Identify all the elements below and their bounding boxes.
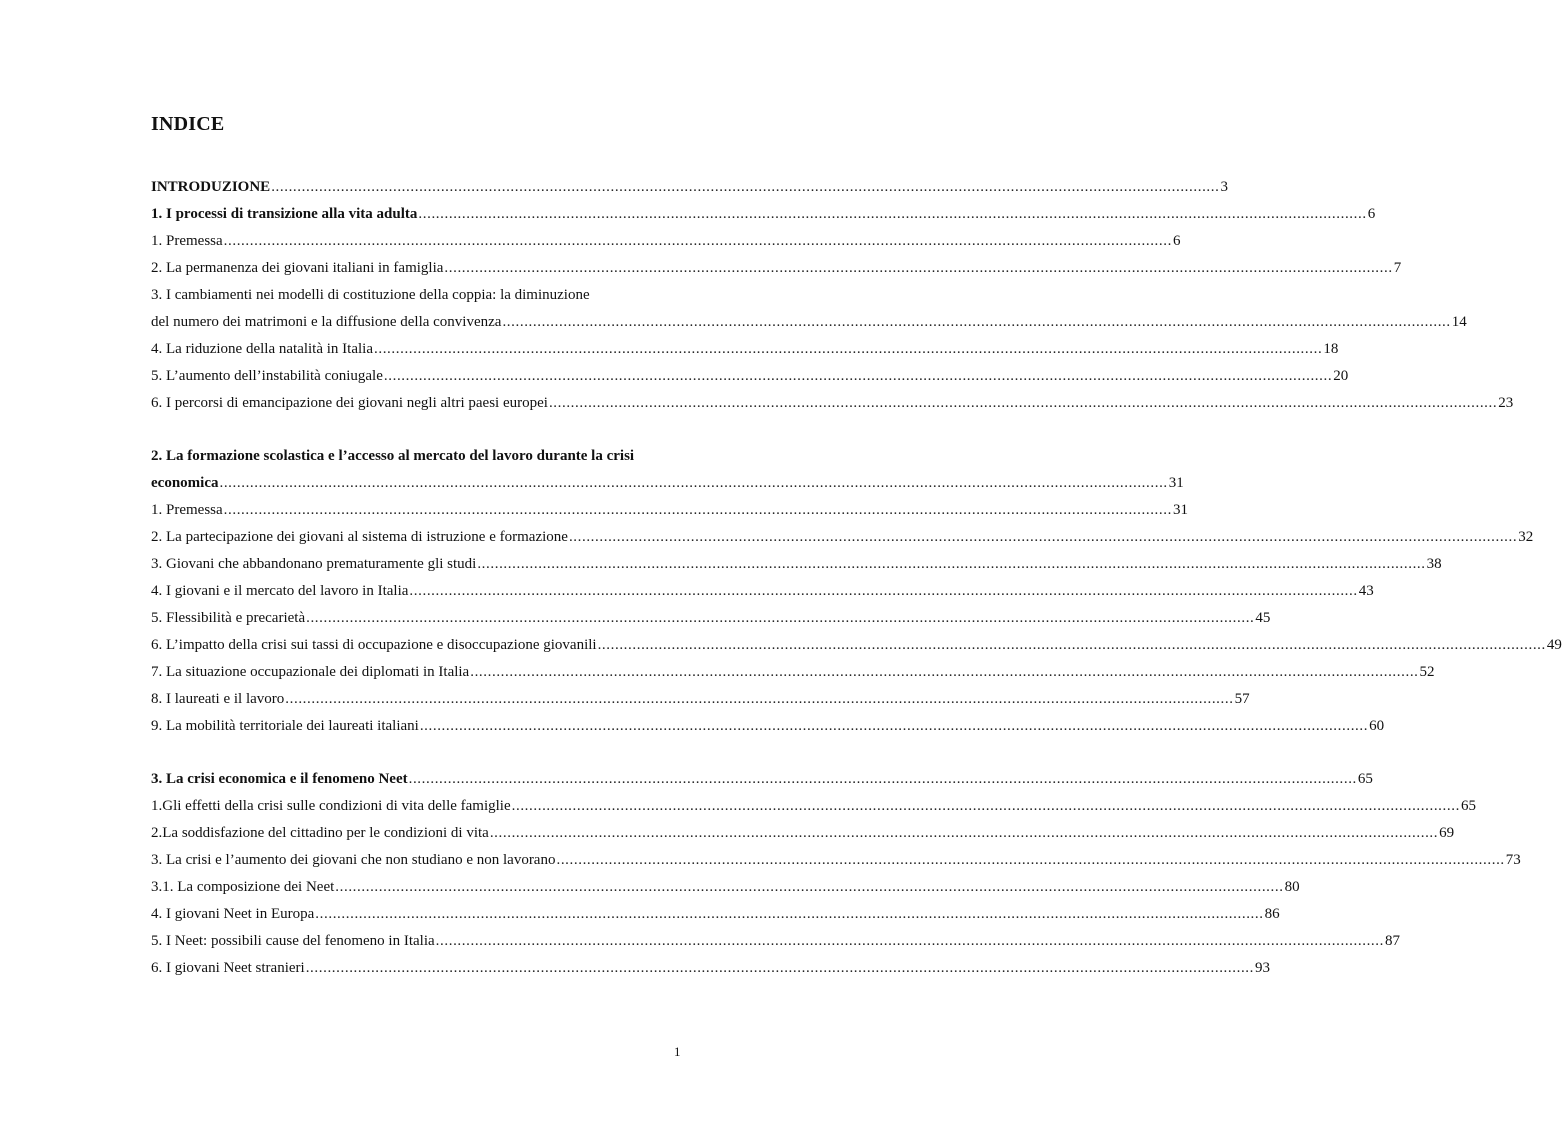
toc-entry [151, 632, 1562, 659]
dot-leader [306, 955, 1254, 982]
table-of-contents [151, 174, 1562, 982]
toc-entry-label: 1. I processi di transizione alla vita adulta [151, 206, 418, 222]
toc-entry-page: 87 [1384, 933, 1400, 949]
toc-entry [151, 255, 1402, 282]
toc-entry-page: 31 [1172, 502, 1188, 518]
toc-entry-label: 1. Premessa [151, 233, 223, 249]
toc-entry-page: 65 [1357, 771, 1373, 787]
toc-entry [151, 201, 1376, 228]
toc-entry-label: 6. L’impatto della crisi sui tassi di occupazione e disoccupazione giovanili [151, 637, 597, 653]
toc-entry [151, 443, 685, 470]
toc-entry-label: 1. Premessa [151, 502, 223, 518]
page-title: INDICE [151, 113, 225, 135]
toc-entry-label: 5. Flessibilità e precarietà [151, 610, 306, 626]
dot-leader [556, 847, 1504, 874]
toc-entry-label: economica [151, 475, 219, 491]
toc-entry-label: 4. I giovani e il mercato del lavoro in Italia [151, 583, 409, 599]
toc-entry-page: 23 [1498, 395, 1514, 411]
toc-entry-label: 6. I giovani Neet stranieri [151, 960, 305, 976]
toc-entry-page: 52 [1419, 664, 1435, 680]
toc-entry-page: 86 [1264, 906, 1280, 922]
toc-entry [151, 228, 1181, 255]
toc-entry-label: 3. La crisi e l’aumento dei giovani che non studiano e non lavorano [151, 852, 556, 868]
dot-leader [436, 928, 1384, 955]
toc-entry [151, 390, 1514, 417]
toc-entry-label: 8. I laureati e il lavoro [151, 691, 285, 707]
toc-entry [151, 363, 1349, 390]
dot-leader [477, 551, 1425, 578]
dot-leader [409, 766, 1357, 793]
dot-leader [420, 713, 1368, 740]
toc-entry [151, 497, 1188, 524]
toc-entry [151, 470, 1184, 497]
toc-entry-page: 65 [1460, 798, 1476, 814]
toc-entry-page: 73 [1505, 852, 1521, 868]
dot-leader [224, 497, 1172, 524]
toc-entry [151, 686, 1250, 713]
toc-entry [151, 766, 1373, 793]
toc-entry-page: 93 [1255, 960, 1271, 976]
toc-entry-page: 69 [1439, 825, 1455, 841]
dot-leader [512, 793, 1460, 820]
toc-entry [151, 578, 1374, 605]
toc-entry [151, 605, 1271, 632]
section-spacer [151, 417, 685, 443]
toc-entry [151, 820, 1455, 847]
toc-entry [151, 659, 1435, 686]
dot-leader [549, 390, 1497, 417]
toc-entry-label: 4. I giovani Neet in Europa [151, 906, 315, 922]
toc-entry-page: 6 [1367, 206, 1376, 222]
toc-entry [151, 524, 1534, 551]
toc-entry-label: 3. I cambiamenti nei modelli di costituzione della coppia: la diminuzione [151, 287, 590, 303]
toc-entry [151, 309, 1467, 336]
dot-leader [490, 820, 1438, 847]
toc-entry-page: 43 [1358, 583, 1374, 599]
toc-entry-page: 45 [1255, 610, 1271, 626]
dot-leader [444, 255, 1392, 282]
toc-entry-page: 3 [1220, 179, 1228, 195]
toc-entry [151, 336, 1339, 363]
toc-entry-page: 32 [1518, 529, 1534, 545]
toc-entry [151, 174, 1228, 201]
dot-leader [598, 632, 1546, 659]
toc-entry-label: 4. La riduzione della natalità in Italia [151, 341, 373, 357]
toc-entry-page: 60 [1369, 718, 1385, 734]
dot-leader [470, 659, 1418, 686]
dot-leader [502, 309, 1450, 336]
dot-leader [418, 201, 1366, 228]
page-number: 1 [674, 1044, 681, 1059]
toc-entry [151, 901, 1280, 928]
toc-entry-page: 57 [1234, 691, 1250, 707]
toc-entry-label: 2. La formazione scolastica e l’accesso al mercato del lavoro durante la crisi [151, 448, 635, 464]
toc-entry [151, 928, 1400, 955]
toc-entry-page: 14 [1451, 314, 1467, 330]
toc-entry-label: 9. La mobilità territoriale dei laureati italiani [151, 718, 419, 734]
toc-entry [151, 793, 1476, 820]
toc-entry-page: 18 [1323, 341, 1339, 357]
toc-entry-label: 3. Giovani che abbandonano prematuramente gli studi [151, 556, 477, 572]
toc-entry-page: 7 [1393, 260, 1402, 276]
dot-leader [224, 228, 1172, 255]
dot-leader [335, 874, 1283, 901]
toc-entry-label: 3.1. La composizione dei Neet [151, 879, 335, 895]
toc-entry [151, 713, 1385, 740]
toc-entry [151, 847, 1521, 874]
section-spacer [151, 740, 685, 766]
toc-entry-label: 1.Gli effetti della crisi sulle condizioni di vita delle famiglie [151, 798, 511, 814]
dot-leader [569, 524, 1517, 551]
dot-leader [315, 901, 1263, 928]
toc-entry [151, 874, 1300, 901]
dot-leader [285, 686, 1233, 713]
toc-entry-label: 3. La crisi economica e il fenomeno Neet [151, 771, 408, 787]
toc-entry-label: 2.La soddisfazione del cittadino per le condizioni di vita [151, 825, 489, 841]
toc-entry [151, 955, 1271, 982]
toc-entry-page: 20 [1333, 368, 1349, 384]
dot-leader [374, 336, 1322, 363]
toc-entry-label: 2. La partecipazione dei giovani al sistema di istruzione e formazione [151, 529, 568, 545]
toc-entry-label: INTRODUZIONE [151, 179, 271, 195]
dot-leader [384, 363, 1332, 390]
toc-entry-page: 80 [1284, 879, 1300, 895]
toc-entry-label: 7. La situazione occupazionale dei diplomati in Italia [151, 664, 470, 680]
toc-entry-label: 5. L’aumento dell’instabilità coniugale [151, 368, 383, 384]
dot-leader [219, 470, 1167, 497]
toc-entry-page: 49 [1546, 637, 1562, 653]
toc-entry [151, 551, 1442, 578]
dot-leader [409, 578, 1357, 605]
toc-entry-page: 38 [1426, 556, 1442, 572]
toc-entry-label: 6. I percorsi di emancipazione dei giovani negli altri paesi europei [151, 395, 548, 411]
toc-entry-page: 6 [1172, 233, 1181, 249]
toc-entry-label: 2. La permanenza dei giovani italiani in famiglia [151, 260, 444, 276]
toc-entry-page: 31 [1168, 475, 1184, 491]
toc-entry-label: del numero dei matrimoni e la diffusione della convivenza [151, 314, 502, 330]
toc-entry-label: 5. I Neet: possibili cause del fenomeno in Italia [151, 933, 435, 949]
dot-leader [271, 174, 1219, 201]
toc-entry [151, 282, 685, 309]
dot-leader [306, 605, 1254, 632]
